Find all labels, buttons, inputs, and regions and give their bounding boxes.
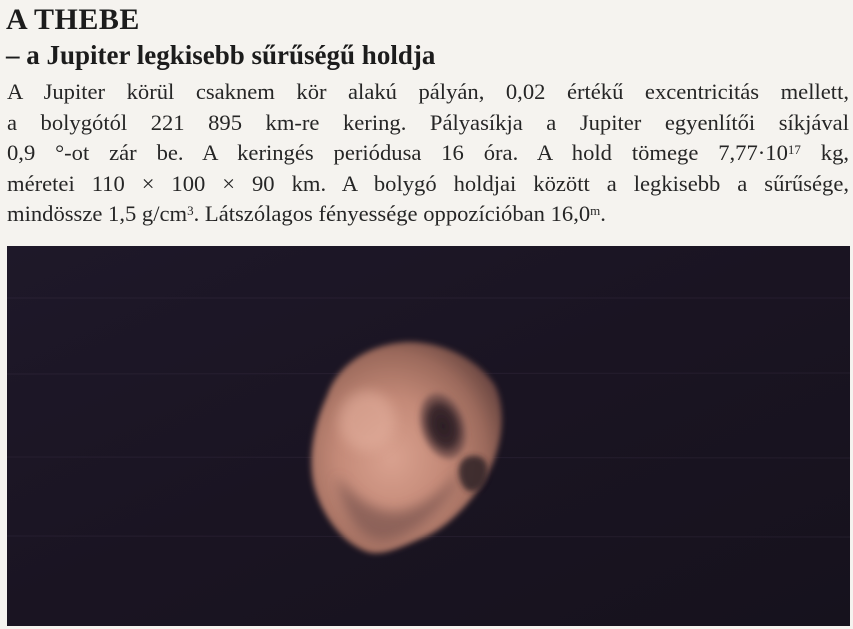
mass-exponent: 17 xyxy=(787,142,801,157)
body-line-5-end: . xyxy=(600,201,606,226)
thebe-moon-image xyxy=(7,246,850,626)
body-line-5 xyxy=(7,199,849,230)
body-line-5-text: mindössze 1,5 g/cm xyxy=(7,201,188,226)
body-line-3 xyxy=(7,138,849,169)
density-exponent: 3 xyxy=(187,203,194,218)
body-line-3-unit: kg, xyxy=(800,140,850,165)
thebe-photo xyxy=(7,246,850,626)
page-subtitle: – a Jupiter legkisebb sűrűségű holdja xyxy=(6,40,436,70)
body-line-1: A Jupiter körül csaknem kör alakú pályán, 0,02 értékű excentricitás mellett, xyxy=(7,79,849,104)
article-body xyxy=(7,77,849,230)
body-line-2: a bolygótól 221 895 km-re kering. Pályasíkja a Jupiter egyenlítői síkjával xyxy=(7,109,849,135)
body-line-3-text: 0,9 °-ot zár be. A keringés periódusa 16 óra. A hold tömege 7,77·10 xyxy=(7,140,788,165)
magnitude-superscript: m xyxy=(590,203,601,218)
page-title: A THEBE xyxy=(6,3,140,36)
body-line-5-middle: . Látszólagos fényessége oppozícióban 16,0 xyxy=(193,201,591,226)
body-line-4: méretei 110 × 100 × 90 km. A bolygó holdjai között a legkisebb a sűrűsége, xyxy=(7,170,849,196)
